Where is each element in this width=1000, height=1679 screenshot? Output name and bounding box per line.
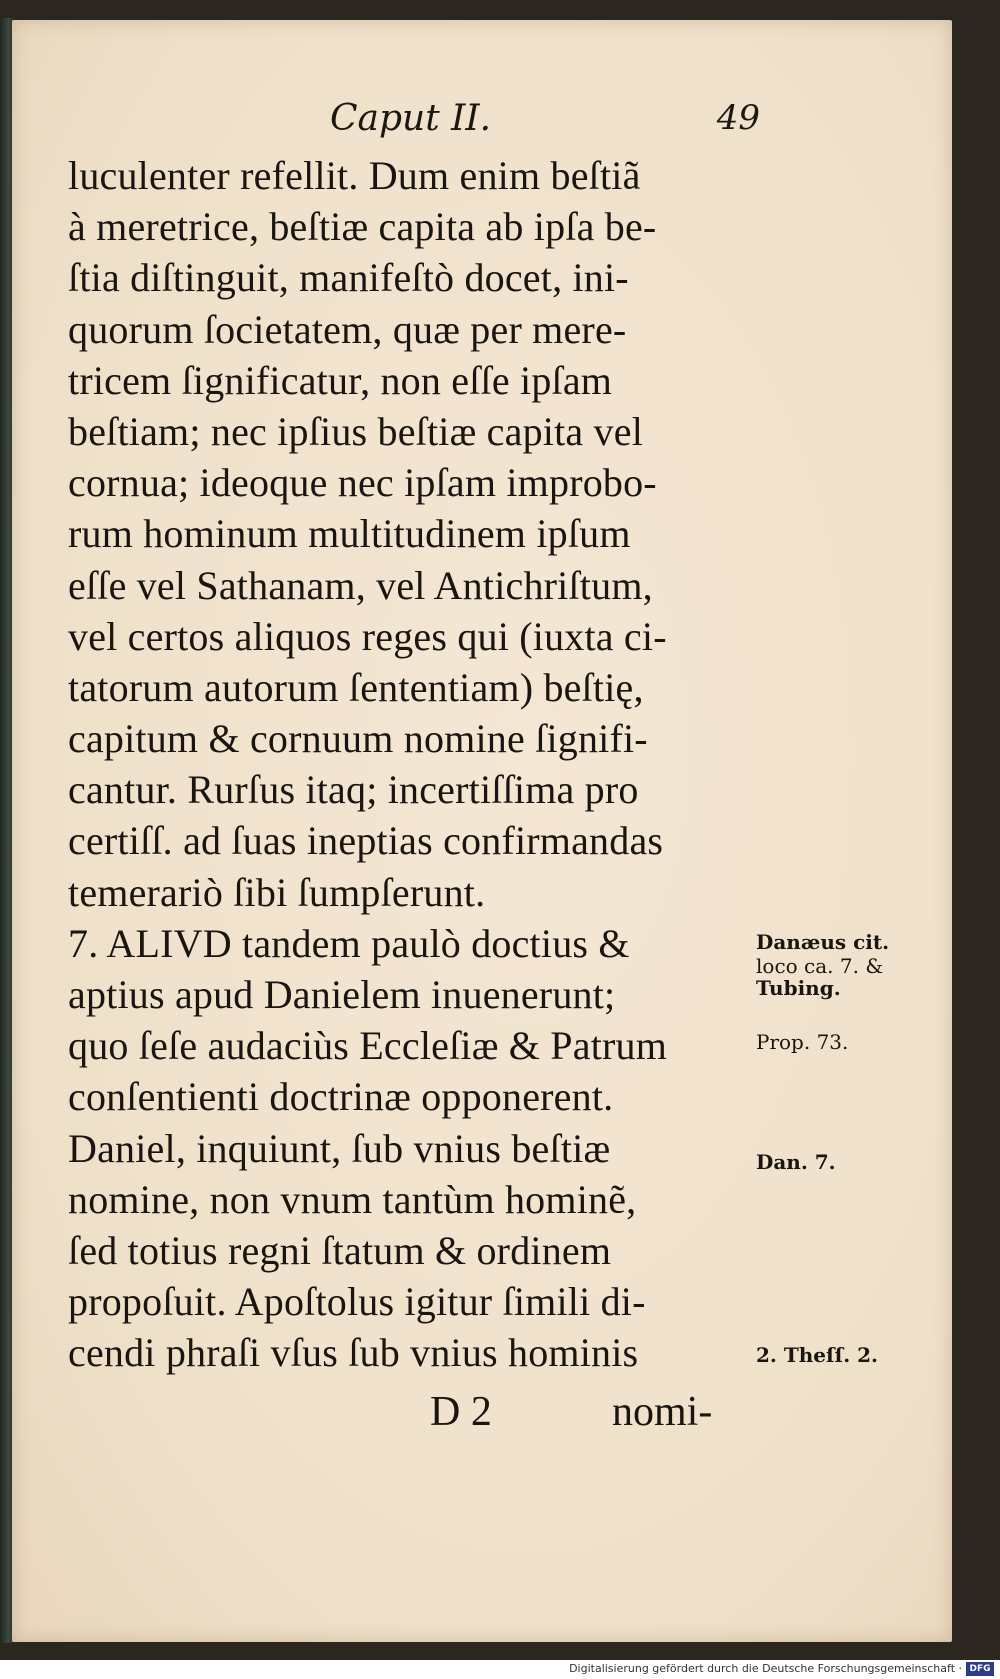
marginal-note-tubing: Tubing.: [756, 976, 841, 1000]
text-line: quorum ſocietatem, quæ per mere-: [68, 306, 627, 352]
digitization-credit: Digitalisierung gefördert durch die Deutsche Forschungsgemeinschaft ·: [569, 1662, 962, 1675]
text-line: eſſe vel Sathanam, vel Antichriſtum,: [68, 562, 653, 608]
text-line: beſtiam; nec ipſius beſtiæ capita vel: [68, 408, 644, 454]
marginal-note-danaeus: Danæus cit.: [756, 930, 890, 954]
text-line: conſentienti doctrinæ opponerent.: [68, 1074, 614, 1120]
text-line: à meretrice, beſtiæ capita ab ipſa be-: [68, 204, 657, 250]
text-line: ſtia diſtinguit, manifeſtò docet, ini-: [68, 255, 629, 301]
text-line: temerariò ſibi ſumpſerunt.: [68, 869, 486, 915]
dfg-logo-icon: DFG: [966, 1662, 994, 1676]
text-line: vel certos aliquos reges qui (iuxta ci-: [68, 613, 667, 659]
marginal-note-thess: 2. Theſſ. 2.: [756, 1343, 879, 1367]
margin-notes: [756, 930, 946, 1390]
text-line: 7. ALIVD tandem paulò doctius &: [68, 920, 630, 966]
page-number: 49: [716, 98, 760, 138]
page-header: [330, 98, 760, 148]
text-line: propoſuit. Apoſtolus igitur ſimili di-: [68, 1279, 646, 1325]
running-head: Caput II.: [330, 98, 492, 139]
text-line: quo ſeſe audaciùs Eccleſiæ & Patrum: [68, 1023, 668, 1069]
text-line: luculenter refellit. Dum enim beſtiã: [68, 153, 641, 198]
text-line: Daniel, inquiunt, ſub vnius beſtiæ: [68, 1125, 611, 1171]
text-line: cantur. Rurſus itaq; incertiſſima pro: [68, 767, 639, 813]
footer-bar: [0, 1660, 1000, 1679]
text-line: aptius apud Danielem inuenerunt;: [68, 972, 616, 1017]
body-text: [68, 150, 748, 1379]
text-line: ſed totius regni ſtatum & ordinem: [68, 1227, 612, 1273]
text-line: nomine, non vnum tantùm hominẽ,: [68, 1176, 637, 1222]
marginal-note-loco: loco ca. 7. &: [756, 954, 884, 978]
signature-mark: D 2: [430, 1389, 492, 1435]
text-line: tatorum autorum ſententiam) beſtię,: [68, 664, 644, 710]
catch-word: nomi-: [612, 1389, 713, 1435]
text-line: rum hominum multitudinem ipſum: [68, 511, 631, 557]
text-line: certiſſ. ad ſuas ineptias confirmandas: [68, 818, 664, 864]
text-line: tricem ſignificatur, non eſſe ipſam: [68, 357, 613, 403]
text-line: cendi phraſi vſus ſub vnius hominis: [68, 1330, 639, 1376]
text-line: cornua; ideoque nec ipſam improbo-: [68, 460, 657, 506]
text-line: capitum & cornuum nomine ſignifi-: [68, 716, 648, 762]
marginal-note-dan: Dan. 7.: [756, 1150, 836, 1174]
marginal-note-prop: Prop. 73.: [756, 1030, 849, 1054]
